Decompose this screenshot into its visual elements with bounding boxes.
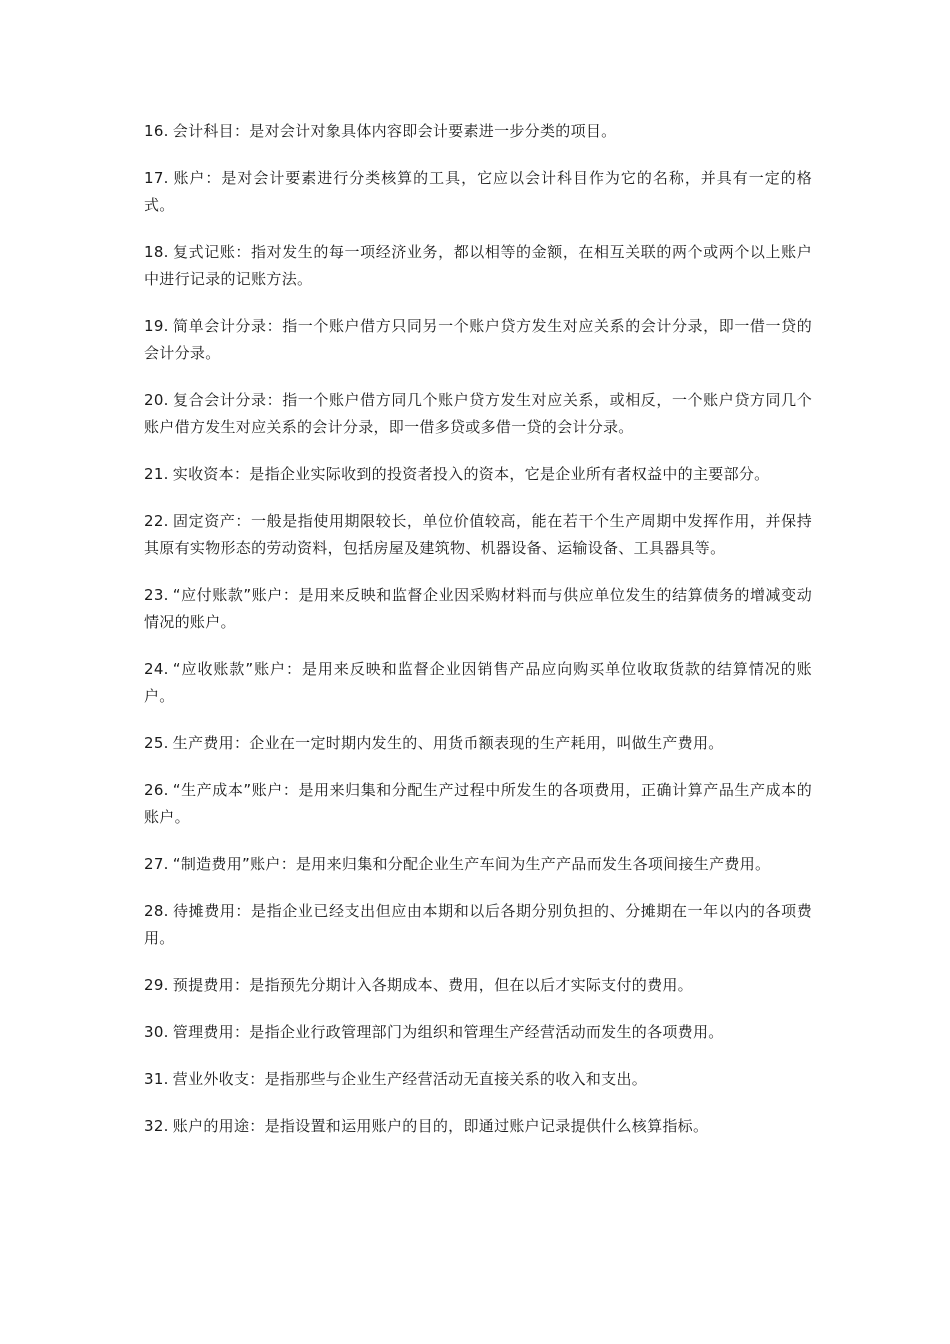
entry-number: 27. — [144, 855, 169, 873]
entry-text: “生产成本”账户：是用来归集和分配生产过程中所发生的各项费用，正确计算产品生产成本的账户。 — [144, 781, 812, 826]
entry-text: “制造费用”账户：是用来归集和分配企业生产车间为生产产品而发生各项间接生产费用。 — [172, 855, 771, 873]
entry-number: 24. — [144, 660, 169, 678]
definition-31 — [144, 1066, 812, 1093]
entry-text: “应付账款”账户：是用来反映和监督企业因采购材料而与供应单位发生的结算债务的增减变动情况的账户。 — [144, 586, 812, 631]
entry-text: 营业外收支：是指那些与企业生产经营活动无直接关系的收入和支出。 — [172, 1070, 648, 1088]
entry-text: 账户的用途：是指设置和运用账户的目的，即通过账户记录提供什么核算指标。 — [172, 1117, 709, 1135]
entry-number: 22. — [144, 512, 169, 530]
entry-number: 23. — [144, 586, 169, 604]
entry-text: 待摊费用：是指企业已经支出但应由本期和以后各期分别负担的、分摊期在一年以内的各项费用。 — [144, 902, 812, 947]
definition-27 — [144, 851, 812, 878]
entry-number: 29. — [144, 976, 169, 994]
entry-text: 固定资产：一般是指使用期限较长，单位价值较高，能在若干个生产周期中发挥作用，并保持其原有实物形态的劳动资料，包括房屋及建筑物、机器设备、运输设备、工具器具等。 — [144, 512, 812, 557]
entry-text: 预提费用：是指预先分期计入各期成本、费用，但在以后才实际支付的费用。 — [172, 976, 693, 994]
definition-32 — [144, 1113, 812, 1140]
entry-text: 简单会计分录：指一个账户借方只同另一个账户贷方发生对应关系的会计分录，即一借一贷的会计分录。 — [144, 317, 812, 362]
entry-number: 25. — [144, 734, 169, 752]
definition-30 — [144, 1019, 812, 1046]
definition-24 — [144, 656, 812, 710]
definition-23 — [144, 582, 812, 636]
entry-text: 实收资本：是指企业实际收到的投资者投入的资本，它是企业所有者权益中的主要部分。 — [172, 465, 770, 483]
definition-29 — [144, 972, 812, 999]
definition-28 — [144, 898, 812, 952]
definition-26 — [144, 777, 812, 831]
entry-number: 17. — [144, 169, 169, 187]
entry-text: 复式记账：指对发生的每一项经济业务，都以相等的金额，在相互关联的两个或两个以上账户中进行记录的记账方法。 — [144, 243, 812, 288]
entry-number: 32. — [144, 1117, 169, 1135]
definition-17 — [144, 165, 812, 219]
entry-text: “应收账款”账户：是用来反映和监督企业因销售产品应向购买单位收取货款的结算情况的账户。 — [144, 660, 812, 705]
entry-text: 生产费用：企业在一定时期内发生的、用货币额表现的生产耗用，叫做生产费用。 — [172, 734, 724, 752]
entry-text: 会计科目：是对会计对象具体内容即会计要素进一步分类的项目。 — [172, 122, 617, 140]
entry-number: 21. — [144, 465, 169, 483]
entry-text: 账户：是对会计要素进行分类核算的工具，它应以会计科目作为它的名称，并具有一定的格式。 — [144, 169, 812, 214]
entry-number: 28. — [144, 902, 169, 920]
entry-number: 30. — [144, 1023, 169, 1041]
entry-text: 管理费用：是指企业行政管理部门为组织和管理生产经营活动而发生的各项费用。 — [172, 1023, 724, 1041]
document-body — [144, 118, 812, 1160]
definition-18 — [144, 239, 812, 293]
entry-number: 26. — [144, 781, 169, 799]
definition-22 — [144, 508, 812, 562]
definition-25 — [144, 730, 812, 757]
definition-21 — [144, 461, 812, 488]
entry-number: 18. — [144, 243, 169, 261]
definition-20 — [144, 387, 812, 441]
definition-16 — [144, 118, 812, 145]
entry-text: 复合会计分录：指一个账户借方同几个账户贷方发生对应关系，或相反，一个账户贷方同几个账户借方发生对应关系的会计分录，即一借多贷或多借一贷的会计分录。 — [144, 391, 812, 436]
entry-number: 19. — [144, 317, 169, 335]
definition-19 — [144, 313, 812, 367]
entry-number: 16. — [144, 122, 169, 140]
entry-number: 31. — [144, 1070, 169, 1088]
entry-number: 20. — [144, 391, 169, 409]
